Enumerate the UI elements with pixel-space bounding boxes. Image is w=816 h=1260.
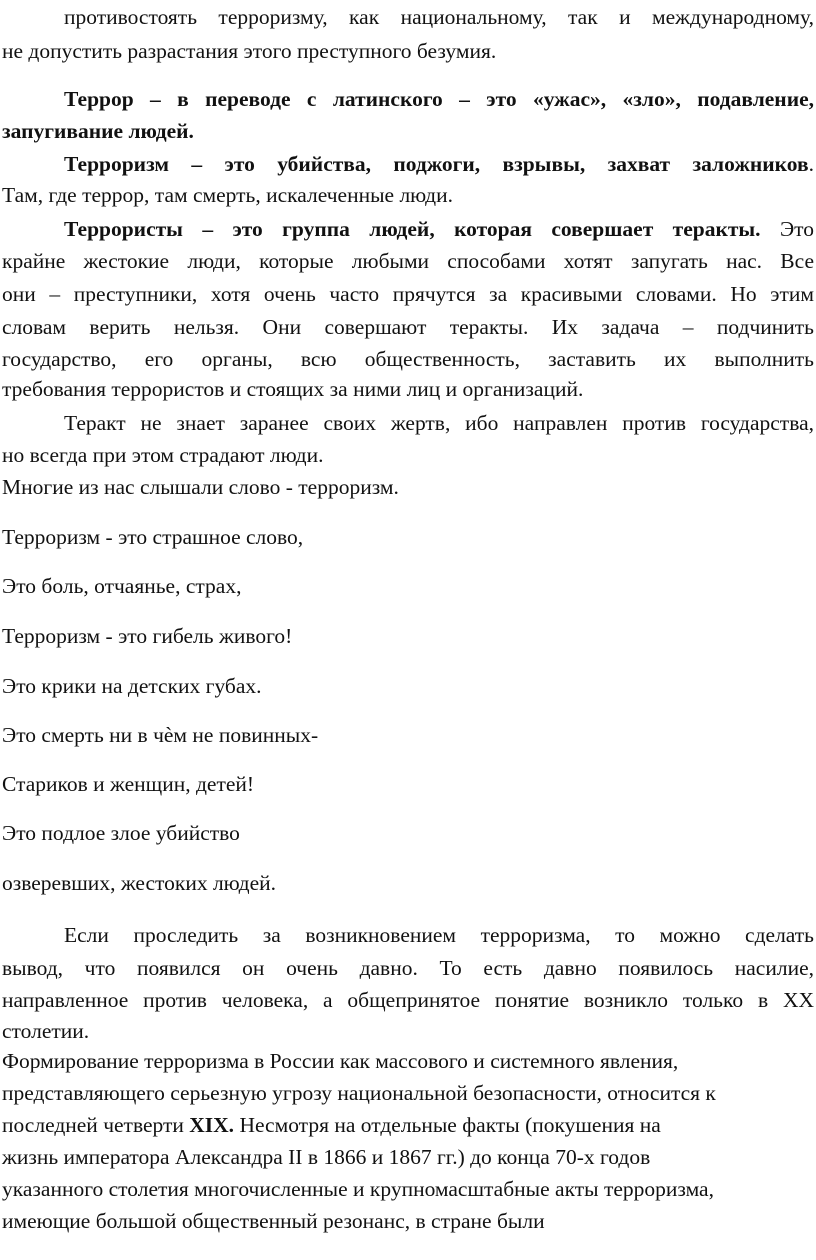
poem-line-1: Терроризм - это страшное слово,: [2, 525, 304, 549]
terror-definition-bold: Террор – в переводе с латинского – это «ужас», «зло», подавление,: [64, 87, 814, 111]
poem-line-5: Это смерть ни в чѐм не повинных-: [2, 723, 319, 747]
p7-line-5: указанного столетия многочисленные и крупномасштабные акты терроризма,: [2, 1177, 714, 1201]
poem-line-6: Стариков и женщин, детей!: [2, 772, 255, 796]
p2-line-1: [64, 149, 814, 179]
terrorism-definition-bold: Терроризм – это убийства, поджоги, взрывы, захват заложников: [64, 152, 809, 176]
p5-line-1: Многие из нас слышали слово - терроризм.: [2, 475, 399, 499]
p7-line-3-end: Несмотря на отдельные факты (покушения на: [234, 1113, 661, 1137]
p1-line-2: [2, 116, 814, 146]
p0-line-2: не допустить разрастания этого преступного безумия.: [2, 39, 497, 63]
poem-line-4: Это крики на детских губах.: [2, 674, 262, 698]
p6-line-1: Если проследить за возникновением терроризма, то можно сделать: [64, 923, 814, 947]
p0-line-1: противостоять терроризму, как национальному, так и международному,: [64, 5, 814, 29]
p7-line-4: жизнь императора Александра II в 1866 и 1867 гг.) до конца 70-х годов: [2, 1145, 651, 1169]
poem-line-3: Терроризм - это гибель живого!: [2, 624, 293, 648]
p7-line-3: [2, 1110, 814, 1140]
p7-line-3-start: последней четверти: [2, 1113, 190, 1137]
p6-line-2: вывод, что появился он очень давно. То есть давно появилось насилие,: [2, 956, 814, 980]
p3-line-2: крайне жестокие люди, которые любыми способами хотят запугать нас. Все: [2, 249, 814, 273]
p7-line-6: имеющие большой общественный резонанс, в стране были: [2, 1209, 545, 1233]
p3-line-4: словам верить нельзя. Они совершают теракты. Их задача – подчинить: [2, 315, 814, 339]
century-xix-bold: XIX.: [189, 1113, 235, 1137]
p2-line-2: Там, где террор, там смерть, искалеченные люди.: [2, 183, 453, 207]
poem-line-8: озверевших, жестоких людей.: [2, 871, 277, 895]
p3-line-3: они – преступники, хотя очень часто прячутся за красивыми словами. Но этим: [2, 282, 814, 306]
p7-line-1: Формирование терроризма в России как массового и системного явления,: [2, 1049, 679, 1073]
p3-line-1: [64, 214, 814, 244]
p4-line-2: но всегда при этом страдают люди.: [2, 443, 324, 467]
p1-line-1: [64, 84, 814, 114]
terror-definition-bold-cont: запугивание людей.: [2, 119, 194, 143]
p3-line-5: государство, его органы, всю общественность, заставить их выполнить: [2, 347, 814, 371]
terrorists-definition-rest: Это: [760, 217, 814, 241]
poem-line-2: Это боль, отчаянье, страх,: [2, 574, 242, 598]
p4-line-1: Теракт не знает заранее своих жертв, ибо направлен против государства,: [64, 411, 814, 435]
p3-line-6: требования террористов и стоящих за ними лиц и организаций.: [2, 377, 584, 401]
terrorists-definition-bold: Террористы – это группа людей, которая совершает теракты.: [64, 217, 761, 241]
poem-line-7: Это подлое злое убийство: [2, 821, 240, 845]
terrorism-definition-rest: .: [808, 152, 814, 176]
p6-line-3: направленное против человека, а общепринятое понятие возникло только в XX: [2, 988, 814, 1012]
p7-line-2: представляющего серьезную угрозу национальной безопасности, относится к: [2, 1081, 716, 1105]
p6-line-4: столетии.: [2, 1019, 90, 1043]
